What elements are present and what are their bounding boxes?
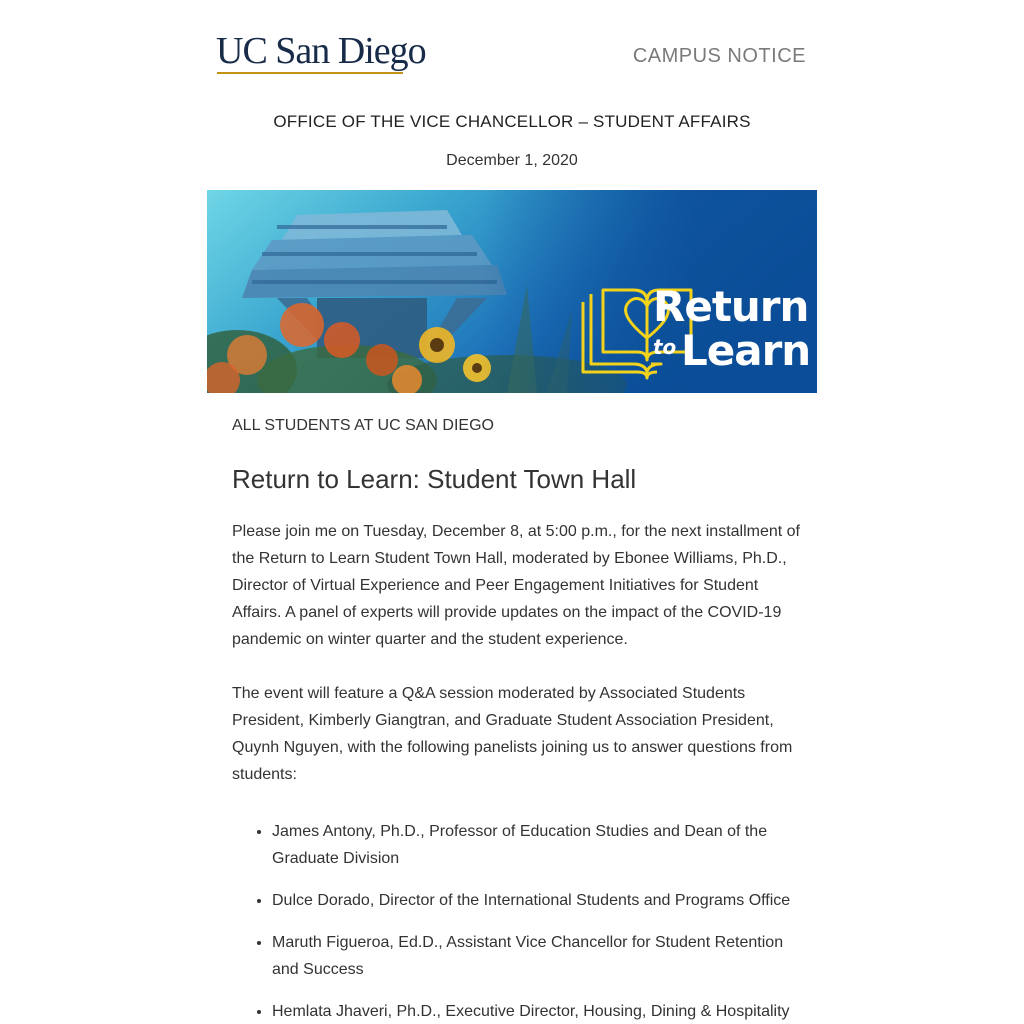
body-paragraph: The event will feature a Q&A session moderated by Associated Students President, Kimberly Giangtran, and Graduate Student Association President, Quynh Nguyen, with the following panelists joining us to answer questions from students:: [232, 685, 793, 783]
panelist-item: • Maruth Figueroa, Ed.D., Assistant Vice Chancellor for Student Retention and Success: [272, 929, 800, 983]
panelist-list: [232, 818, 800, 1024]
panelist-item: • Hemlata Jhaveri, Ph.D., Executive Director, Housing, Dining & Hospitality: [272, 998, 800, 1024]
logo-underline: [217, 72, 403, 74]
banner-title: [653, 282, 813, 375]
return-to-learn-banner: [207, 190, 817, 393]
banner-title-return: Return: [653, 282, 809, 331]
panelist-item: • James Antony, Ph.D., Professor of Education Studies and Dean of the Graduate Division: [272, 818, 800, 872]
office-title: OFFICE OF THE VICE CHANCELLOR – STUDENT AFFAIRS: [273, 112, 751, 131]
banner-title-learn: Learn: [681, 326, 811, 375]
notice-date: December 1, 2020: [446, 152, 578, 169]
banner-title-to: to: [653, 335, 677, 359]
audience-line: ALL STUDENTS AT UC SAN DIEGO: [232, 417, 494, 434]
ucsd-logo[interactable]: [216, 30, 426, 76]
campus-notice-label: CAMPUS NOTICE: [632, 45, 806, 67]
notice-headline: Return to Learn: Student Town Hall: [232, 464, 637, 494]
body-paragraph: Please join me on Tuesday, December 8, at 5:00 p.m., for the next installment of the Return to Learn Student Town Hall, moderated by Ebonee Williams, Ph.D., Director of Virtual Experience and Peer Engagement Initiatives for Student Affairs. A panel of experts will provide updates on the impact of the COVID-19 pandemic on winter quarter and the student experience.: [232, 523, 800, 648]
logo-text: UC San Diego: [216, 30, 426, 72]
panelist-item: • Dulce Dorado, Director of the International Students and Programs Office: [272, 887, 800, 914]
